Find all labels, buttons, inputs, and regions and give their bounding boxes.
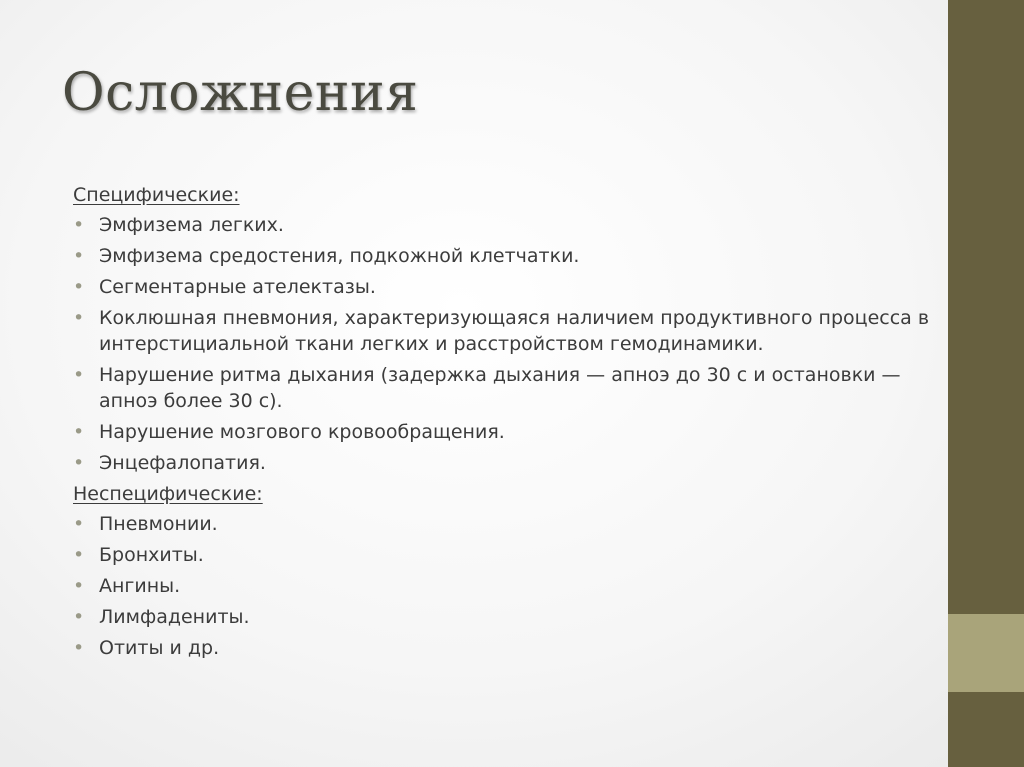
list-item-text: Бронхиты.	[99, 544, 204, 566]
list-item	[73, 635, 933, 661]
list-item	[73, 243, 933, 269]
list-item-text: Эмфизема легких.	[99, 214, 284, 236]
list-item	[73, 274, 933, 300]
bullet-icon: •	[73, 364, 85, 386]
list-item	[73, 212, 933, 238]
bullet-icon: •	[73, 307, 85, 329]
bullet-icon: •	[73, 575, 85, 597]
list-item-text: Сегментарные ателектазы.	[99, 276, 376, 298]
bullet-icon: •	[73, 513, 85, 535]
specific-list	[73, 212, 933, 476]
list-item-text: Коклюшная пневмония, характеризующаяся наличием продуктивного процесса в интерстициальной ткани легких и расстройством гемодинамики.	[99, 307, 930, 355]
list-item-text: Лимфадениты.	[99, 606, 250, 628]
list-item-text: Эмфизема средостения, подкожной клетчатки.	[99, 245, 580, 267]
list-item	[73, 362, 933, 414]
bullet-icon: •	[73, 544, 85, 566]
bullet-icon: •	[73, 421, 85, 443]
list-item	[73, 604, 933, 630]
bullet-icon: •	[73, 245, 85, 267]
list-item	[73, 573, 933, 599]
bullet-icon: •	[73, 637, 85, 659]
list-item	[73, 511, 933, 537]
list-item-text: Нарушение мозгового кровообращения.	[99, 421, 505, 443]
list-item	[73, 450, 933, 476]
decorative-sidebar-accent	[948, 614, 1024, 692]
section-heading-specific: Специфические:	[73, 184, 240, 206]
list-item-text: Отиты и др.	[99, 637, 220, 659]
slide-content	[73, 180, 933, 666]
bullet-icon: •	[73, 276, 85, 298]
list-item-text: Энцефалопатия.	[99, 452, 266, 474]
section-heading-nonspecific: Неспецифические:	[73, 483, 263, 505]
list-item-text: Пневмонии.	[99, 513, 218, 535]
nonspecific-list	[73, 511, 933, 661]
list-item	[73, 542, 933, 568]
bullet-icon: •	[73, 452, 85, 474]
list-item-text: Нарушение ритма дыхания (задержка дыхания — апноэ до 30 с и остановки — апноэ более 30 с).	[99, 364, 901, 412]
bullet-icon: •	[73, 214, 85, 236]
bullet-icon: •	[73, 606, 85, 628]
list-item-text: Ангины.	[99, 575, 181, 597]
list-item	[73, 305, 933, 357]
list-item	[73, 419, 933, 445]
slide-title: Осложнения	[62, 63, 419, 123]
